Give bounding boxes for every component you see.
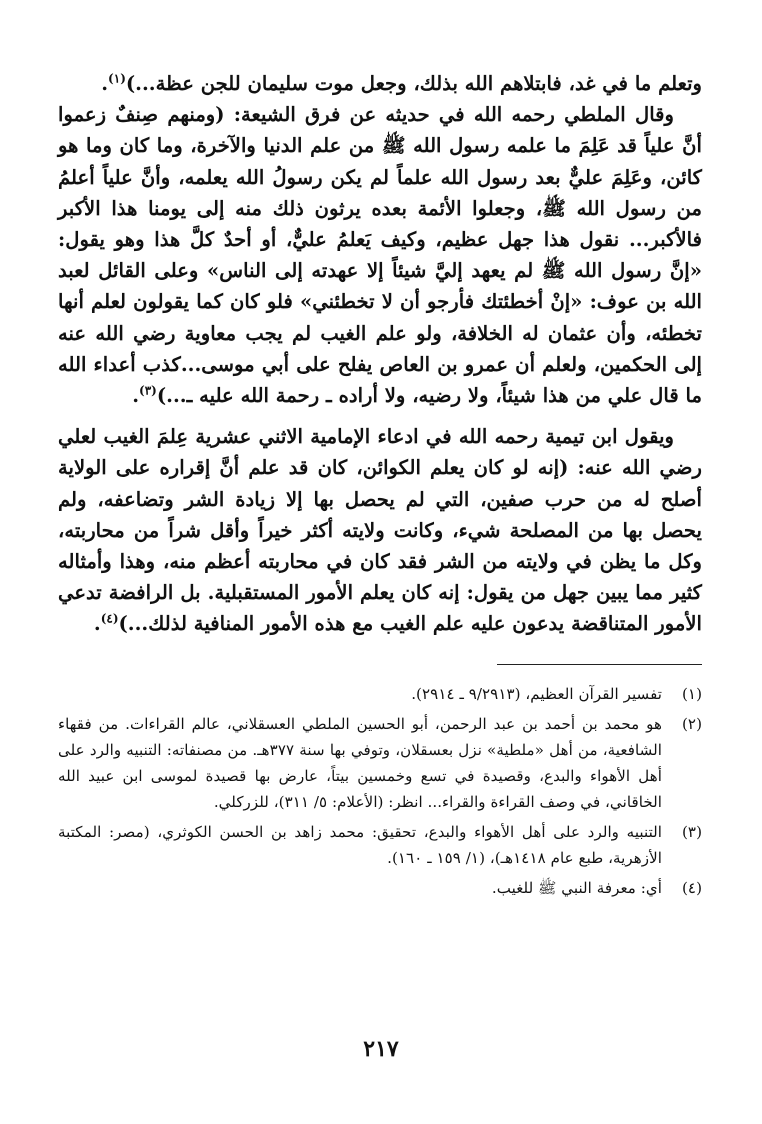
footnote [58, 711, 702, 815]
paragraph-text: وقال الملطي رحمه الله في حديثه عن فرق الشيعة: (ومنهم صِنفٌ زعموا أنَّ علياً قد عَلِمَ ما علمه رسول الله ﷺ من علم الدنيا والآخرة، وما كان وما هو كائن، وعَلِمَ عليٌّ بعد رسول الله علماً لم يكن رسولُ الله يعلمه، وأنَّ علياً أعلمُ من رسول الله ﷺ، وجعلوا الأئمة بعده يرثون ذلك منه إلى يومنا هذا الأكبر فالأكبر... نقول هذا جهل عظيم، وكيف يَعلمُ عليٌّ، أو أحدٌ كلَّ هذا وهو يقول: «إنَّ رسول الله ﷺ لم يعهد إليَّ شيئاً إلا عهدته إلى الناس» وعلى القائل لعبد الله بن عوف: «إنْ أخطئتك فأرجو أن لا تخطئني» فلو كان كما يقولون لعلم أنها تخطئه، وأن عثمان له الخلافة، ولو علم الغيب لم يجب معاوية رضي الله عنه إلى الحكمين، ولعلم أن عمرو بن العاص يفلح على أبي موسى...كذب أعداء الله ما قال علي من هذا شيئاً، ولا رضيه، ولا أراده ـ رحمة الله عليه ـ...) [58, 103, 702, 408]
footnote-number: (٢) [681, 714, 702, 733]
footnote-text: هو محمد بن أحمد بن عبد الرحمن، أبو الحسين الملطي العسقلاني، عالم القراءات. من فقهاء الشافعية، من أهل «ملطية» نزل بعسقلان، وتوفي بها سنة ٣٧٧هـ. من مصنفاته: التنبيه والرد على أهل الأهواء والبدع، وقصيدة في تسع وخمسين بيتاً، عارض بها قصيدة لموسى ابن عبيد الله الخاقاني، في وصف القراءة والقراء... انظر: (الأعلام: ٥/ ٣١١)، للزركلي. [58, 714, 662, 811]
footnote-number: (٣) [681, 822, 702, 841]
paragraph-3: ويقول ابن تيمية رحمه الله في ادعاء الإمامية الاثني عشرية عِلمَ الغيب لعلي رضي الله عنه: (إنه لو كان يعلم الكوائن، كان قد علم أنَّ إقراره على الولاية أصلح له من حرب صفين، التي لم يحصل بها إلا زيادة الشر وتضاعفه، ولم يحصل بها من المصلحة شيء، وكانت ولايته أكثر خيراً وأقل شراً من محاربته، وكل ما يظن في ولايته من الشر فقد كان في محاربته أعظم منه، وهذا وأمثاله كثير مما يبين جهل من يقول: إنه كان يعلم الأمور المستقبلية. بل الرافضة تدعي الأمور المتناقضة يدعون عليه علم الغيب مع هذه الأمور المنافية لذلك...)$^{(٤)}$. [58, 425, 702, 636]
footnote-text: تفسير القرآن العظيم، (٩/٢٩١٣ ـ ٢٩١٤). [411, 684, 662, 703]
footnote-text: أي: معرفة النبي ﷺ للغيب. [491, 878, 662, 897]
footnotes [58, 681, 702, 901]
footnote-divider [497, 664, 702, 665]
footnote [58, 819, 702, 871]
page-number: ٢١٧ [363, 1036, 399, 1062]
paragraph-text: وتعلم ما في غد، فابتلاهم الله بذلك، وجعل موت سليمان للجن عظة...) [125, 72, 702, 95]
footnote-number: (٤) [681, 878, 702, 897]
paragraph-1: وتعلم ما في غد، فابتلاهم الله بذلك، وجعل موت سليمان للجن عظة...)$^{(١)}$. [101, 71, 702, 95]
footnote [58, 681, 702, 707]
footnote-ref: (٣) [139, 383, 157, 398]
footnote-text: التنبيه والرد على أهل الأهواء والبدع، تحقيق: محمد زاهد بن الحسن الكوثري، (مصر: المكتبة الأزهرية، طبع عام ١٤١٨هـ)، (١/ ١٥٩ ـ ١٦٠). [58, 822, 662, 867]
footnote [58, 875, 702, 901]
footnote-ref: (١) [108, 71, 126, 86]
footnote-ref: (٤) [100, 611, 119, 626]
main-text [58, 68, 702, 640]
paragraph-text: ويقول ابن تيمية رحمه الله في ادعاء الإمامية الاثني عشرية عِلمَ الغيب لعلي رضي الله عنه: (إنه لو كان يعلم الكوائن، كان قد علم أنَّ إقراره على الولاية أصلح له من حرب صفين، التي لم يحصل بها إلا زيادة الشر وتضاعفه، ولم يحصل بها من المصلحة شيء، وكانت ولايته أكثر خيراً وأقل شراً من محاربته، وكل ما يظن في ولايته من الشر فقد كان في محاربته أعظم منه، وهذا وأمثاله كثير مما يبين جهل من يقول: إنه كان يعلم الأمور المستقبلية. بل الرافضة تدعي الأمور المتناقضة يدعون عليه علم الغيب مع هذه الأمور المنافية لذلك...) [58, 425, 702, 636]
footnote-number: (١) [681, 684, 702, 703]
paragraph-2: وقال الملطي رحمه الله في حديثه عن فرق الشيعة: (ومنهم صِنفٌ زعموا أنَّ علياً قد عَلِمَ ما علمه رسول الله ﷺ من علم الدنيا والآخرة، وما كان وما هو كائن، وعَلِمَ عليٌّ بعد رسول الله علماً لم يكن رسولُ الله يعلمه، وأنَّ علياً أعلمُ من رسول الله ﷺ، وجعلوا الأئمة بعده يرثون ذلك منه إلى يومنا هذا الأكبر فالأكبر... نقول هذا جهل عظيم، وكيف يَعلمُ عليٌّ، أو أحدٌ كلَّ هذا وهو يقول: «إنَّ رسول الله ﷺ لم يعهد إليَّ شيئاً إلا عهدته إلى الناس» وعلى القائل لعبد الله بن عوف: «إنْ أخطئتك فأرجو أن لا تخطئني» فلو كان كما يقولون لعلم أنها تخطئه، وأن عثمان له الخلافة، ولو علم الغيب لم يجب معاوية رضي الله عنه إلى الحكمين، ولعلم أن عمرو بن العاص يفلح على أبي موسى...كذب أعداء الله ما قال علي من هذا شيئاً، ولا رضيه، ولا أراده ـ رحمة الله عليه ـ...)$^{(٣)}$. [58, 103, 702, 408]
